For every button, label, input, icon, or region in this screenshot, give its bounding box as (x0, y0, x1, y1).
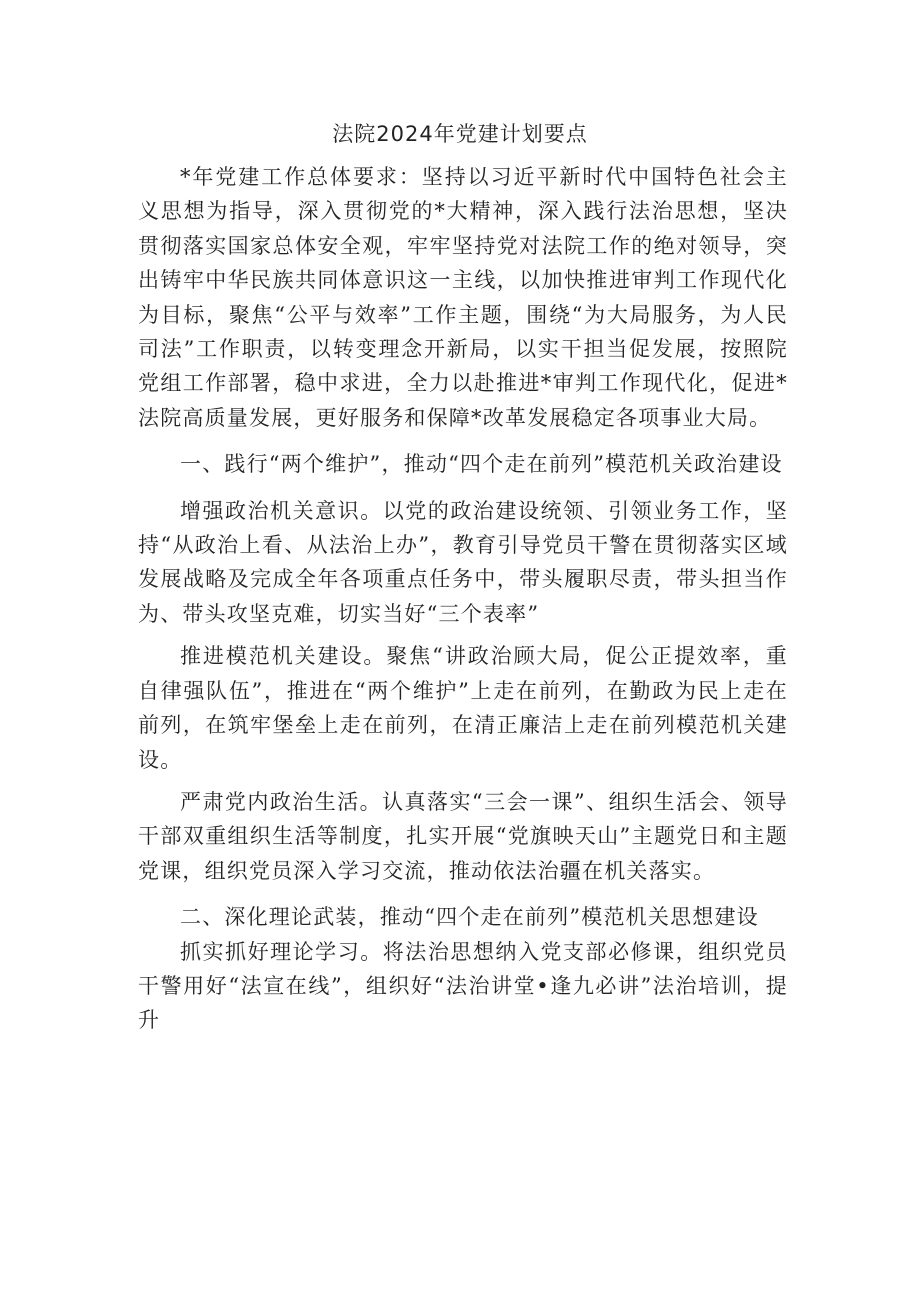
paragraph-model-organ: 推进模范机关建设。聚焦“讲政治顾大局，促公正提效率，重自律强队伍”，推进在“两个维护”上走在前列，在勤政为民上走在前列，在筑牢堡垒上走在前列，在清正廉洁上走在前列模范机关建设。 (138, 644, 788, 772)
paragraph-political-life: 严肃党内政治生活。认真落实“三会一课”、组织生活会、领导干部双重组织生活等制度，扎实开展“党旗映天山”主题党日和主题党课，组织党员深入学习交流，推动依法治疆在机关落实。 (138, 789, 788, 883)
document-title: 法院2024年党建计划要点 (332, 122, 588, 146)
paragraph-general-requirements: *年党建工作总体要求：坚持以习近平新时代中国特色社会主义思想为指导，深入贯彻党的*大精神，深入践行法治思想，坚决贯彻落实国家总体安全观，牢牢坚持党对法院工作的绝对领导，突出铸牢中华民族共同体意识这一主线，以加快推进审判工作现代化为目标，聚焦“公平与效率”工作主题，围绕“为大局服务，为人民司法”工作职责，以转变理念开新局，以实干担当促发展，按照院党组工作部署，稳中求进，全力以赴推进*审判工作现代化，促进*法院高质量发展，更好服务和保障*改革发展稳定各项事业大局。 (138, 165, 788, 430)
section-heading-2: 二、深化理论武装，推动“四个走在前列”模范机关思想建设 (180, 905, 759, 930)
paragraph-political-awareness: 增强政治机关意识。以党的政治建设统领、引领业务工作，坚持“从政治上看、从法治上办”，教育引导党员干警在贯彻落实区域发展战略及完成全年各项重点任务中，带头履职尽责，带头担当作为、带头攻坚克难，切实当好“三个表率” (138, 498, 788, 626)
section-heading-1: 一、践行“两个维护”，推动“四个走在前列”模范机关政治建设 (180, 452, 783, 477)
paragraph-theory-study: 抓实抓好理论学习。将法治思想纳入党支部必修课，组织党员干警用好“法宣在线”，组织好“法治讲堂•逢九必讲”法治培训，提升 (138, 939, 788, 1033)
document-body (138, 160, 788, 1038)
